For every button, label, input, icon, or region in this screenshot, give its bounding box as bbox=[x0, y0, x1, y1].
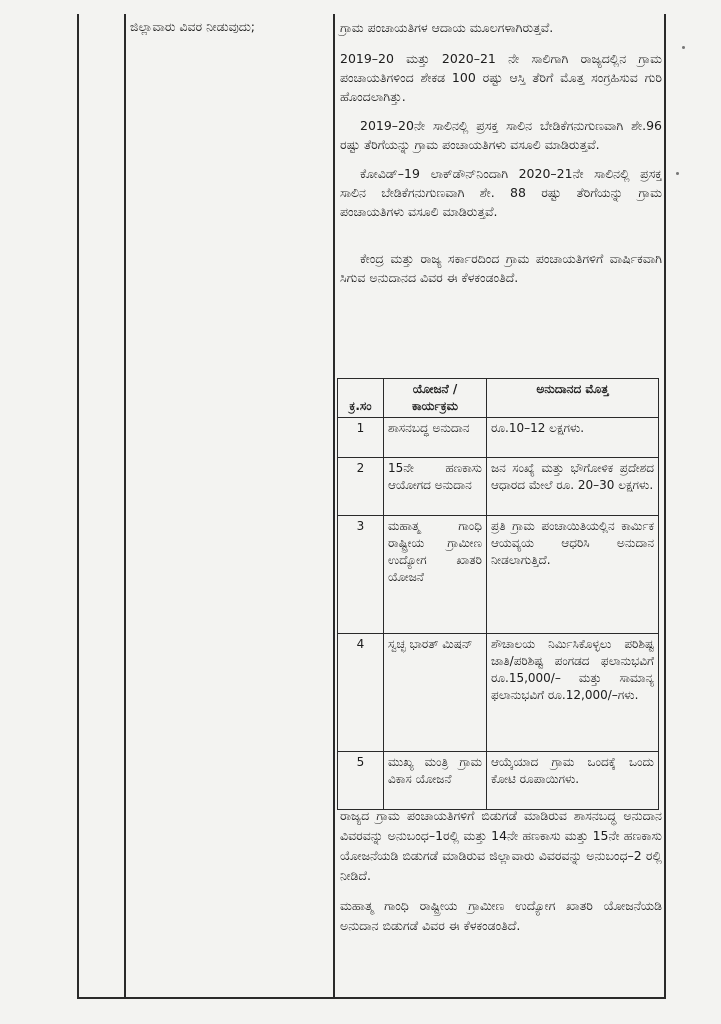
row-number: 2 bbox=[338, 458, 384, 516]
paragraph-grants-intro: ಕೇಂದ್ರ ಮತ್ತು ರಾಜ್ಯ ಸರ್ಕಾರದಿಂದ ಗ್ರಾಮ ಪಂಚಾಯತಿಗಳಿಗೆ ವಾರ್ಷಿಕವಾಗಿ ಸಿಗುವ ಅನುದಾನದ ವಿವರ ಈ ಕೆಳಕಂಡಂತಿದೆ. bbox=[340, 251, 662, 285]
row-number: 5 bbox=[338, 752, 384, 810]
table-row bbox=[338, 516, 659, 634]
paragraph-tax-target: 2019–20 ಮತ್ತು 2020–21 ನೇ ಸಾಲಿಗಾಗಿ ರಾಜ್ಯದಲ್ಲಿನ ಗ್ರಾಮ ಪಂಚಾಯತಿಗಳಿಂದ ಶೇಕಡ 100 ರಷ್ಟು ಆಸ್ತಿ ತೆರಿಗೆ ಮೊತ್ತ ಸಂಗ್ರಹಿಸುವ ಗುರಿ ಹೊಂದಲಾಗಿತ್ತು. bbox=[340, 51, 662, 104]
border-bottom bbox=[77, 997, 666, 999]
header-amount: ಅನುದಾನದ ಮೊತ್ತ bbox=[487, 379, 659, 418]
header-scheme: ಯೋಜನೆ / ಕಾರ್ಯಕ್ರಮ bbox=[384, 379, 487, 418]
paragraph-tax-2020-21: ಕೋವಿಡ್–19 ಲಾಕ್‌ಡೌನ್‌ನಿಂದಾಗಿ 2020–21ನೇ ಸಾಲಿನಲ್ಲಿ ಪ್ರಸಕ್ತ ಸಾಲಿನ ಬೇಡಿಕೆಗನುಗುಣವಾಗಿ ಶೇ. 88 ರಷ್ಟು ತೆರಿಗೆಯನ್ನು ಗ್ರಾಮ ಪಂಚಾಯತಿಗಳು ವಸೂಲಿ ಮಾಡಿರುತ್ತವೆ. bbox=[340, 166, 662, 219]
table-row bbox=[338, 752, 659, 810]
table-row bbox=[338, 634, 659, 752]
row-amount: ಪ್ರತಿ ಗ್ರಾಮ ಪಂಚಾಯಿತಿಯಲ್ಲಿನ ಕಾರ್ಮಿಕ ಆಯವ್ಯಯ ಆಧರಿಸಿ ಅನುದಾನ ನೀಡಲಾಗುತ್ತಿದೆ. bbox=[487, 516, 659, 634]
row-scheme: 15ನೇ ಹಣಕಾಸು ಆಯೋಗದ ಅನುದಾನ bbox=[384, 458, 487, 516]
right-column bbox=[340, 18, 662, 297]
table-row bbox=[338, 458, 659, 516]
bottom-block bbox=[340, 806, 662, 946]
row-scheme: ಮುಖ್ಯ ಮಂತ್ರಿ ಗ್ರಾಮ ವಿಕಾಸ ಯೋಜನೆ bbox=[384, 752, 487, 810]
grants-table bbox=[337, 378, 659, 810]
row-number: 1 bbox=[338, 418, 384, 458]
row-number: 3 bbox=[338, 516, 384, 634]
table-header-row bbox=[338, 379, 659, 418]
row-amount: ರೂ.10–12 ಲಕ್ಷಗಳು. bbox=[487, 418, 659, 458]
paragraph-annexure: ರಾಜ್ಯದ ಗ್ರಾಮ ಪಂಚಾಯತಿಗಳಿಗೆ ಬಿಡುಗಡೆ ಮಾಡಿರುವ ಶಾಸನಬದ್ಧ ಅನುದಾನ ವಿವರವನ್ನು ಅನುಬಂಧ–1ರಲ್ಲಿ ಮತ್ತು 14ನೇ ಹಣಕಾಸು ಮತ್ತು 15ನೇ ಹಣಕಾಸು ಯೋಜನೆಯಡಿ ಬಿಡುಗಡೆ ಮಾಡಿರುವ ಜಿಲ್ಲಾವಾರು ವಿವರವನ್ನು ಅನುಬಂಧ–2 ರಲ್ಲಿ ನೀಡಿದೆ. bbox=[340, 808, 662, 883]
paragraph-income-sources: ಗ್ರಾಮ ಪಂಚಾಯತಿಗಳ ಆದಾಯ ಮೂಲಗಳಾಗಿರುತ್ತವೆ. bbox=[340, 20, 554, 35]
border-col-1 bbox=[124, 14, 126, 998]
table-row bbox=[338, 418, 659, 458]
row-scheme: ಮಹಾತ್ಮ ಗಾಂಧಿ ರಾಷ್ಟ್ರೀಯ ಗ್ರಾಮೀಣ ಉದ್ಯೋಗ ಖಾತರಿ ಯೋಜನೆ bbox=[384, 516, 487, 634]
left-column-text: ಜಿಲ್ಲಾವಾರು ವಿವರ ನೀಡುವುದು; bbox=[130, 19, 256, 34]
border-left bbox=[77, 14, 79, 998]
paragraph-tax-2019-20: 2019–20ನೇ ಸಾಲಿನಲ್ಲಿ ಪ್ರಸಕ್ತ ಸಾಲಿನ ಬೇಡಿಕೆಗನುಗುಣವಾಗಿ ಶೇ.96 ರಷ್ಟು ತೆರಿಗೆಯನ್ನು ಗ್ರಾಮ ಪಂಚಾಯತಿಗಳು ವಸೂಲಿ ಮಾಡಿರುತ್ತವೆ. bbox=[340, 118, 662, 152]
row-amount: ಜನ ಸಂಖ್ಯೆ ಮತ್ತು ಭೌಗೋಳಿಕ ಪ್ರದೇಶದ ಆಧಾರದ ಮೇಲೆ ರೂ. 20–30 ಲಕ್ಷಗಳು. bbox=[487, 458, 659, 516]
border-right bbox=[664, 14, 666, 998]
paragraph-mgnrega: ಮಹಾತ್ಮ ಗಾಂಧಿ ರಾಷ್ಟ್ರೀಯ ಗ್ರಾಮೀಣ ಉದ್ಯೋಗ ಖಾತರಿ ಯೋಜನೆಯಡಿ ಅನುದಾನ ಬಿಡುಗಡೆ ವಿವರ ಈ ಕೆಳಕಂಡಂತಿದೆ. bbox=[340, 898, 662, 933]
row-scheme: ಸ್ವಚ್ಛ ಭಾರತ್ ಮಿಷನ್ bbox=[384, 634, 487, 752]
row-scheme: ಶಾಸನಬದ್ಧ ಅನುದಾನ bbox=[384, 418, 487, 458]
scan-speck bbox=[676, 172, 679, 175]
header-serial: ಕ್ರ.ಸಂ bbox=[338, 379, 384, 418]
row-amount: ಆಯ್ಕೆಯಾದ ಗ್ರಾಮ ಒಂದಕ್ಕೆ ಒಂದು ಕೋಟಿ ರೂಪಾಯಿಗಳು. bbox=[487, 752, 659, 810]
row-amount: ಶೌಚಾಲಯ ನಿರ್ಮಿಸಿಕೊಳ್ಳಲು ಪರಿಶಿಷ್ಟ ಜಾತಿ/ಪರಿಶಿಷ್ಟ ಪಂಗಡದ ಫಲಾನುಭವಿಗೆ ರೂ.15,000/– ಮತ್ತು ಸಾಮಾನ್ಯ ಫಲಾನುಭವಿಗೆ ರೂ.12,000/–ಗಳು. bbox=[487, 634, 659, 752]
row-number: 4 bbox=[338, 634, 384, 752]
border-col-2 bbox=[333, 14, 335, 998]
scan-speck bbox=[682, 46, 685, 49]
